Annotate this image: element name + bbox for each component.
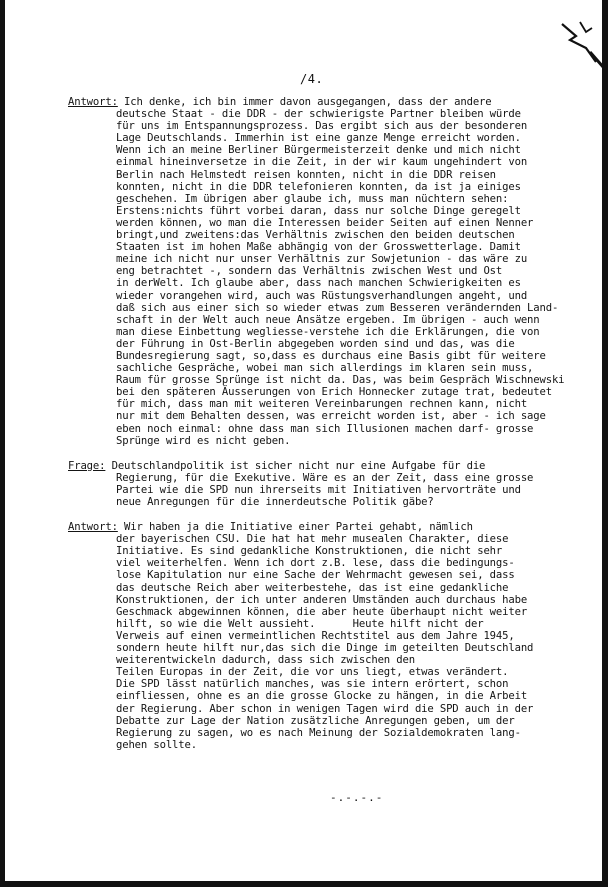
text-line: [68, 715, 580, 727]
line-text: Partei wie die SPD nun ihrerseits mit Initiativen hervorträte und: [116, 483, 521, 496]
line-text: Wir haben ja die Initiative einer Partei gehabt, nämlich: [117, 521, 473, 534]
text-line: [68, 690, 580, 702]
line-text: meine ich nicht nur unser Verhältnis zur Sowjetunion - das wäre zu: [116, 253, 528, 266]
line-text: Staaten ist im hohen Maße abhängig von der Grosswetterlage. Damit: [116, 241, 521, 254]
line-text: Die SPD lässt natürlich manches, was sie intern erörtert, schon: [116, 678, 509, 691]
text-line: [68, 521, 580, 533]
text-line: [68, 108, 580, 120]
line-text: Lage Deutschlands. Immerhin ist eine ganze Menge erreicht worden.: [116, 132, 521, 145]
line-text: der Führung in Ost-Berlin abgegeben worden sind und das, was die: [116, 337, 515, 350]
text-line: [68, 630, 580, 642]
line-text: werden können, wo man die Interessen beider Seiten auf einen Nenner: [116, 216, 534, 229]
scan-edge-left: [0, 0, 5, 887]
text-line: [68, 362, 580, 374]
line-text: Deutschlandpolitik ist sicher nicht nur eine Aufgabe für die: [105, 459, 486, 472]
line-text: man diese Einbettung wegliesse-verstehe ich die Erklärungen, die von: [116, 325, 540, 338]
scan-edge-right: [602, 0, 608, 887]
text-line: [68, 642, 580, 654]
line-text: eben noch einmal: ohne dass man sich Illusionen machen darf- grosse: [116, 422, 534, 435]
text-line: [68, 678, 580, 690]
line-text: Bundesregierung sagt, so,dass es durchaus eine Basis gibt für weitere: [116, 349, 546, 362]
text-line: [68, 460, 580, 472]
line-text: Teilen Europas in der Zeit, die vor uns liegt, etwas verändert.: [116, 666, 509, 679]
line-text: konnten, nicht in die DDR telefonieren konnten, da ist ja einiges: [116, 180, 521, 193]
line-text: Geschmack abgewinnen können, die aber heute überhaupt nicht weiter: [116, 605, 528, 618]
speaker-label: Frage:: [68, 459, 106, 472]
line-text: neue Anregungen für die innerdeutsche Politik gäbe?: [116, 496, 434, 508]
staple-mark-icon: [556, 18, 606, 70]
line-text: bringt,und zweitens:das Verhältnis zwischen den beiden deutschen: [116, 229, 515, 242]
text-line: [68, 435, 580, 447]
document-body: [68, 96, 580, 751]
text-line: [68, 606, 580, 618]
text-block: [68, 521, 580, 751]
line-text: lose Kapitulation nur eine Sache der Wehrmacht gewesen sei, dass: [116, 569, 515, 582]
text-line: [68, 739, 580, 751]
text-line: [68, 193, 580, 205]
text-line: [68, 205, 580, 217]
text-line: [68, 132, 580, 144]
line-text: Wenn ich an meine Berliner Bürgermeisterzeit denke und mich nicht: [116, 144, 521, 157]
text-line: [68, 727, 580, 739]
line-text: einfliessen, ohne es an die grosse Glocke zu hängen, in die Arbeit: [116, 690, 528, 703]
text-line: [68, 144, 580, 156]
page-number: /4.: [300, 72, 324, 86]
line-text: Initiative. Es sind gedankliche Konstruktionen, die nicht sehr: [116, 545, 503, 558]
line-text: das deutsche Reich aber weiterbestehe, das ist eine gedankliche: [116, 581, 509, 594]
text-line: [68, 96, 580, 108]
text-line: [68, 410, 580, 422]
text-line: [68, 277, 580, 289]
line-text: daß sich aus einer sich so wieder etwas zum Besseren verändernden Land-: [116, 301, 559, 314]
text-line: [68, 169, 580, 181]
line-text: sachliche Gespräche, wobei man sich allerdings im klaren sein muss,: [116, 362, 534, 375]
text-line: [68, 314, 580, 326]
text-line: [68, 484, 580, 496]
line-text: Ich denke, ich bin immer davon ausgegangen, dass der andere: [117, 96, 492, 108]
line-text: hilft, so wie die Welt aussieht. Heute hilft nicht der: [116, 617, 484, 630]
line-text: geschehen. Im übrigen aber glaube ich, muss man nüchtern sehen:: [116, 192, 509, 205]
line-text: Regierung, für die Exekutive. Wäre es an der Zeit, dass eine grosse: [116, 471, 534, 484]
text-line: [68, 374, 580, 386]
text-line: [68, 290, 580, 302]
line-text: für mich, dass man mit weiteren Vereinbarungen rechnen kann, nicht: [116, 398, 528, 411]
end-separator: -.-.-.-: [330, 791, 384, 804]
line-text: Sprünge wird es nicht geben.: [116, 434, 291, 447]
line-text: deutsche Staat - die DDR - der schwierigste Partner bleiben würde: [116, 108, 521, 121]
text-line: [68, 703, 580, 715]
scan-edge-bottom: [0, 881, 608, 887]
text-line: [68, 350, 580, 362]
text-line: [68, 338, 580, 350]
text-line: [68, 229, 580, 241]
text-line: [68, 217, 580, 229]
text-line: [68, 253, 580, 265]
line-text: Erstens:nichts führt vorbei daran, dass nur solche Dinge geregelt: [116, 204, 521, 217]
text-line: [68, 156, 580, 168]
line-text: eng betrachtet -, sondern das Verhältnis zwischen West und Ost: [116, 265, 503, 278]
speaker-label: Antwort:: [68, 521, 118, 534]
text-line: [68, 326, 580, 338]
text-line: [68, 472, 580, 484]
text-line: [68, 582, 580, 594]
line-text: viel weiterhelfen. Wenn ich dort z.B. lese, dass die bedingungs-: [116, 557, 515, 570]
text-line: [68, 181, 580, 193]
line-text: Berlin nach Helmstedt reisen konnten, nicht in die DDR reisen: [116, 168, 496, 181]
text-line: [68, 302, 580, 314]
line-text: der Regierung. Aber schon in wenigen Tagen wird die SPD auch in der: [116, 702, 534, 715]
text-block: [68, 460, 580, 508]
text-line: [68, 594, 580, 606]
text-line: [68, 618, 580, 630]
text-line: [68, 241, 580, 253]
text-block: [68, 96, 580, 447]
text-line: [68, 569, 580, 581]
speaker-label: Antwort:: [68, 96, 118, 108]
line-text: sondern heute hilft nur,das sich die Dinge im geteilten Deutschland: [116, 642, 534, 655]
line-text: für uns im Entspannungsprozess. Das ergibt sich aus der besonderen: [116, 120, 528, 133]
line-text: nur mit dem Behalten dessen, was erreicht worden ist, aber - ich sage: [116, 410, 546, 423]
line-text: in derWelt. Ich glaube aber, dass nach manchen Schwierigkeiten es: [116, 277, 521, 290]
line-text: bei den späteren Äusserungen von Erich Honnecker zutage trat, bedeutet: [116, 386, 552, 399]
line-text: Konstruktionen, der ich unter anderen Umständen auch durchaus habe: [116, 593, 528, 606]
text-line: [68, 666, 580, 678]
text-line: [68, 386, 580, 398]
text-line: [68, 557, 580, 569]
line-text: Verweis auf einen vermeintlichen Rechtstitel aus dem Jahre 1945,: [116, 629, 515, 642]
line-text: weiterentwickeln dadurch, dass sich zwischen den: [116, 654, 415, 667]
line-text: der bayerischen CSU. Die hat hat mehr musealen Charakter, diese: [116, 533, 509, 546]
text-line: [68, 545, 580, 557]
line-text: einmal hineinversetze in die Zeit, in der wir kaum ungehindert von: [116, 156, 528, 169]
text-line: [68, 654, 580, 666]
line-text: gehen sollte.: [116, 738, 197, 751]
text-line: [68, 533, 580, 545]
text-line: [68, 496, 580, 508]
line-text: schaft in der Welt auch neue Ansätze ergeben. Im übrigen - auch wenn: [116, 313, 540, 326]
text-line: [68, 423, 580, 435]
line-text: Debatte zur Lage der Nation zusätzliche Anregungen geben, um der: [116, 714, 515, 727]
line-text: wieder vorangehen wird, auch was Rüstungsverhandlungen angeht, und: [116, 289, 528, 302]
text-line: [68, 120, 580, 132]
text-line: [68, 265, 580, 277]
line-text: Regierung zu sagen, wo es nach Meinung der Sozialdemokraten lang-: [116, 726, 521, 739]
line-text: Raum für grosse Sprünge ist nicht da. Das, was beim Gespräch Wischnewski: [116, 374, 565, 387]
text-line: [68, 398, 580, 410]
